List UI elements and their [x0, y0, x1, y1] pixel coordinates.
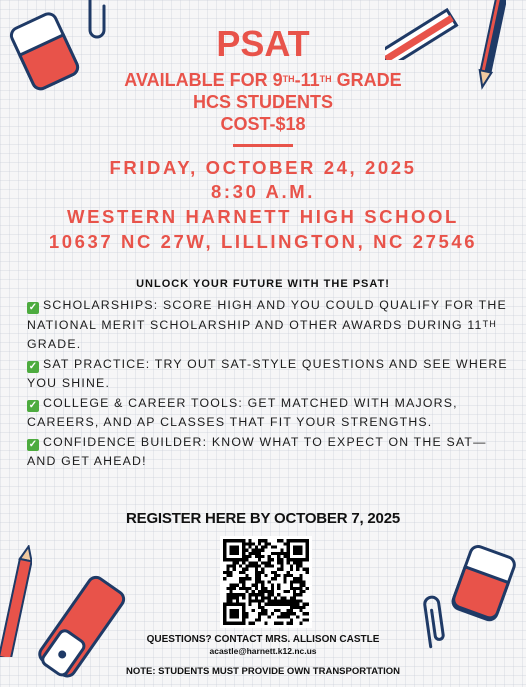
- grade-availability: AVAILABLE FOR 9TH-11TH GRADE: [124, 70, 402, 90]
- divider: [233, 144, 293, 147]
- page-title: PSAT: [216, 23, 310, 64]
- benefit-item: ✓ CONFIDENCE BUILDER: KNOW WHAT TO EXPECT ON THE SAT—AND GET AHEAD!: [27, 434, 487, 468]
- event-date: FRIDAY, OCTOBER 24, 2025: [109, 157, 417, 178]
- benefit-item: ✓ SAT PRACTICE: TRY OUT SAT-STYLE QUESTIONS AND SEE WHERE YOU SHINE.: [27, 356, 508, 390]
- benefits-heading: UNLOCK YOUR FUTURE WITH THE PSAT!: [136, 278, 390, 290]
- eligible-students: HCS STUDENTS: [192, 92, 333, 112]
- check-icon: ✓: [28, 360, 38, 372]
- qr-code-icon[interactable]: [220, 536, 312, 628]
- benefit-item: ✓ SCHOLARSHIPS: SCORE HIGH AND YOU COULD QUALIFY FOR THE NATIONAL MERIT SCHOLARSHIP AND OTHER AWARDS DURING 11TH GRADE.: [27, 298, 507, 351]
- contact-line: QUESTIONS? CONTACT MRS. ALLISON CASTLE: [146, 634, 380, 645]
- check-icon: ✓: [28, 399, 38, 411]
- event-address: 10637 NC 27W, LILLINGTON, NC 27546: [48, 231, 478, 252]
- cost: COST-$18: [220, 114, 306, 134]
- eraser-icon: [440, 540, 526, 630]
- benefits-list: [27, 296, 515, 472]
- benefit-item: ✓ COLLEGE & CAREER TOOLS: GET MATCHED WITH MAJORS, CAREERS, AND AP CLASSES THAT FIT YOUR STRENGTHS.: [27, 395, 458, 429]
- register-deadline: REGISTER HERE BY OCTOBER 7, 2025: [126, 510, 400, 527]
- check-icon: ✓: [28, 438, 38, 450]
- transportation-note: NOTE: STUDENTS MUST PROVIDE OWN TRANSPORTATION: [125, 666, 401, 677]
- check-icon: ✓: [28, 302, 38, 313]
- event-time: 8:30 A.M.: [211, 181, 315, 202]
- event-venue: WESTERN HARNETT HIGH SCHOOL: [67, 206, 459, 227]
- contact-email[interactable]: acastle@harnett.k12.nc.us: [209, 646, 317, 656]
